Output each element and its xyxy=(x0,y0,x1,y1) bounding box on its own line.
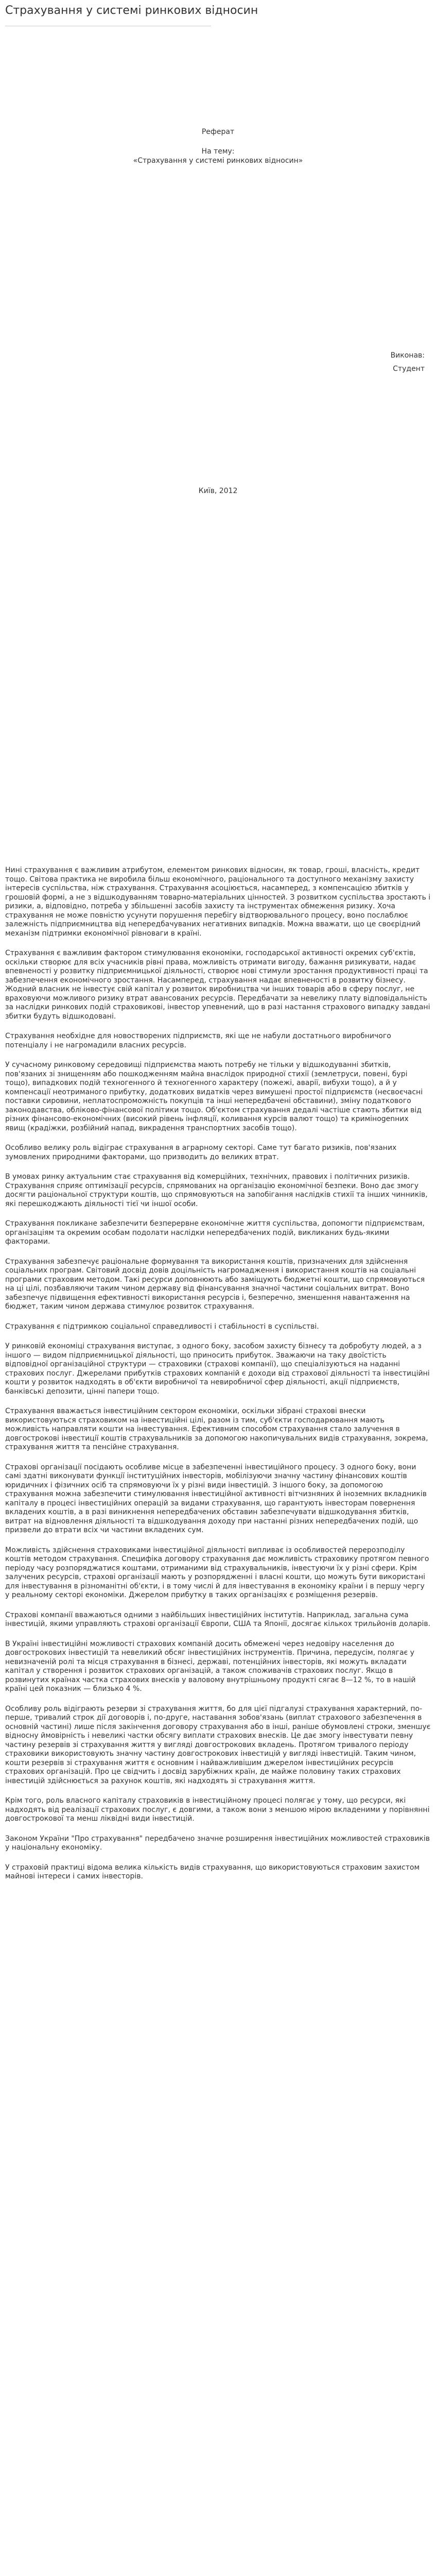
body-paragraph: Можливість здійснення страховиками інвестиційної діяльності випливає із особливостей перерозподілу коштів методом страхування. Специфіка договору страхування дає можливість страховику протягом певного періоду часу розпоряджатися коштами, отриманими від страхувальників, інвестуючи їх у різні сфери. Крім залучених ресурсів, страхові організації мають у розпорядженні і власні кошти, що можуть бути використані для інвестування в різноманітні об'єкти, і в тому числі й для інвестування в економіку країни і в першу чергу у реальному секторі економіки. Джерелом прибутку в таких організаціях є розміщення резервів. xyxy=(5,1546,429,1599)
body-paragraph: Особливу роль відіграють резерви зі страхування життя, бо для цієї підгалузі страхування характерний, по-перше, тривалий строк дії договорів і, по-друге, наставання зобов'язань (виплат страхового забезпечення в основній частині) лише після закінчення договору страхування або в інші, раніше обумовлені строки, зменшує відносну ймовірність і невеликі частки обсягу виплати страхових внесків. Це дає змогу інвестувати певну частину резервів зі страхування життя у вигляді довгострокових вкладень. Протягом тривалого періоду страховики використовують значну частину довгострокових інвестицій у вигляді інвестицій. Таким чином, кошти резервів зі страхування життя є основним і найважливішим джерелом інвестиційних ресурсів страхових організацій. Про це свідчить і досвід зарубіжних країн, де майже половину таких страхових інвестицій здійснюється за рахунок коштів, які надходять зі страхування життя. xyxy=(5,1704,431,1785)
body-paragraph: Страхування необхідне для новостворених підприємств, які ще не набули достатнього виробничого потенціалу і не нагромадили власних ресурсів. xyxy=(5,1032,391,1049)
body-paragraph: Крім того, роль власного капіталу страховиків в інвестиційному процесі полягає у тому, що ресурси, які надходять від реалізації страхових послуг, є довгими, а також вони з меншою мірою вкладеними у порівнянні довгострокової та менш ліквідні види інвестицій. xyxy=(5,1797,430,1823)
body-paragraph: В умовах ринку актуальним стає страхування від комерційних, технічних, правових і політичних ризиків. Страхування сприяє оптимізації ресурсів, спрямованих на організацію економічної безпеки. Воно дає змогу досягти раціональної структури коштів, що спрямовуються на запобігання наслідків стихії та інших чинників, які перешкоджають діяльності тієї чи іншої особи. xyxy=(5,1173,428,1208)
work-type: Реферат xyxy=(201,128,235,136)
city-year: Київ, 2012 xyxy=(198,487,238,495)
body-paragraph: Страхування є важливим фактором стимулювання економіки, господарської активності окремих суб'єктів, оскільки створює для всіх учасників рівні права, можливість отримати вигоду, бажання ризикувати, надає впевненості у розвитку підприємницької діяльності, створює нові стимули зростання продуктивності праці та забезпечення економічного зростання. Насамперед, страхування надає впевненості в розвитку бізнесу. Жодний власник не інвестує свій капітал у розвиток виробництва чи інших товарів або в сферу послуг, не враховуючи можливого ризику втрат авансованих ресурсів. Передбачати за невелику плату відповідальність за наслідки ринкових подій страховикові, інвестор упевнений, що в разі настання страхового випадку завдані збитки будуть відшкодовані. xyxy=(5,949,430,1021)
topic-title: «Страхування у системі ринкових відносин» xyxy=(133,157,303,165)
body-paragraph: В Україні інвестиційні можливості страхових компаній досить обмежені через недовіру населення до довгострокових інвестицій та невеликий обсяг інвестиційних інструментів. Причина, передусім, полягає у невизначеній ролі та місця страхування в бізнесі, державі, потенційних інвесторів, які можуть вкладати капітал у створення і розвиток страхових організацій, а також споживачів страхових послуг. Якщо в розвинутих країнах частка страхових внесків у валовому внутрішньому продукті сягає 8—12 %, то в нашій країні цей показник — близько 4 %. xyxy=(5,1639,416,1693)
body-paragraph: Страхування забезпечує раціональне формування та використання коштів, призначених для здійснення соціальних програм. Світовий досвід довів доцільність нагромадження і використання коштів на соціальні програми страховим методом. Такі ресурси доповнюють або заміщують бюджетні кошти, що спрямовуються на ці цілі, позбавляючи таким чином державу від фінансування значної частини соціальних витрат. Воно забезпечує підвищення ефективності використання ресурсів і, безперечно, зменшення навантаження на бюджет, таким чином держава стимулює розвиток страхування. xyxy=(5,1257,425,1311)
body-paragraph: У страховій практиці відома велика кількість видів страхування, що використовуються страховим захистом майнові інтереси і самих інвесторів. xyxy=(5,1863,420,1880)
student-label: Студент xyxy=(393,365,425,373)
body-paragraph: Особливо велику роль відіграє страхування в аграрному секторі. Саме тут багато ризиків, пов'язаних зумовлених природними факторами, що призводить до великих втрат. xyxy=(5,1144,397,1161)
body-paragraph: У сучасному ринковому середовищі підприємства мають потребу не тільки у відшкодуванні збитків, пов'язаних зі знищенням або пошкодженням майна внаслідок природної стихії (землетруси, повені, бурі тощо), випадкових подій техногенного й техногенного характеру (пожежі, аварії, вибухи тощо), а й у компенсації неотриманого прибутку, додаткових видатків через вимушені простої підприємств (несвоєчасні поставки сировини, неплатоспроможність покупців та інші непередбачені обставини), зміну податкового законодавства, обліково-фінансової політики тощо. Об'єктом страхування дедалі частіше стають збитки від різних фінансово-економічних (високий рівень інфляції, коливання курсів валют тощо) та кримінogenних явищ (крадіжки, розбійний напад, викрадення транспортних засобів тощо). xyxy=(5,1061,423,1132)
topic-label: На тему: xyxy=(201,147,235,156)
document-body xyxy=(5,866,431,1882)
body-paragraph: Нині страхування є важливим атрибутом, елементом ринкових відносин, як товар, гроші, власність, кредит тощо. Світова практика не виробила більш економічного, раціонального та доступного механізму захисту інтересів суспільства, ніж страхування. Страхування асоціюється, насамперед, з компенсацією збитків у грошовій формі, а не з відшкодуванням товарно-матеріальних цінностей. З розвитком суспільства зростають і ризики, а, відповідно, потреба у збільшенні засобів захисту та інструментах обмеження ризику. Хоча страхування не може повністю усунути порушення перебігу відтворювального процесу, воно послаблює залежність підприємництва від непередбачуваних негативних випадків. Можна вважати, що це своєрідний механізм підтримки економічної рівноваги в країні. xyxy=(5,866,431,938)
body-paragraph: Страхові організації посідають особливе місце в забезпеченні інвестиційного процесу. З одного боку, вони самі здатні виконувати функції інституційних інвесторів, мобілізуючи значну частину фінансових коштів юридичних і фізичних осіб та спрямовуючи їх у різні види інвестицій. З іншого боку, за допомогою страхування можна забезпечити стимулювання інвестиційної активності вітчизняних й іноземних вкладників капіталу в процесі інвестиційних операцій за видами страхування, що гарантують інвесторам повернення вкладених коштів, а в разі виникнення непередбачених обставин забезпечувати відшкодування збитків, витрат на відновлення діяльності та відшкодування доходу при настанні різних непередбачених подій, що призвели до втрати всіх чи частини вкладених сум. xyxy=(5,1463,427,1534)
body-paragraph: У ринковій економіці страхування виступає, з одного боку, засобом захисту бізнесу та добробуту людей, а з іншого — видом підприємницької діяльності, що приносить прибуток. Зважаючи на таку двоїстість відповідної організаційної структури — страховики (страхові компанії), що спеціалізуються на наданні страхових послуг. Джерелами прибутків страхових компаній є доходи від страхової діяльності та інвестиційні кошти у розвиток надходять в об'єкти виробничої та невиробничої сфер діяльності, акції підприємств, банківські депозити, цінні папери тощо. xyxy=(5,1342,430,1396)
body-paragraph: Страхування покликане забезпечити безперервне економічне життя суспільства, допомогти підприємствам, організаціям та окремим особам подолати наслідки непередбачених подій, викликаних будь-якими факторами. xyxy=(5,1219,425,1246)
document-title: Страхування у системі ринкових відносин xyxy=(5,4,258,17)
body-paragraph: Законом України "Про страхування" передбачено значне розширення інвестиційних можливостей страховиків у національну економіку. xyxy=(5,1834,430,1852)
body-paragraph: Страхування вважається інвестиційним сектором економіки, оскільки зібрані страхові внески використовуються страховиком на інвестиційні цілі, разом із тим, суб'єкти господарювання мають можливість направляти кошти на інвестування. Ефективним способом страхування стало залучення в довгострокові інвестиції коштів страхувальників за допомогою накопичувальних видів страхування, зокрема, страхування життя та пенсійне страхування. xyxy=(5,1407,428,1451)
cover-page xyxy=(5,26,431,866)
body-paragraph: Страхові компанії вважаються одними з найбільших інвестиційних інститутів. Наприклад, загальна сума інвестицій, якими управляють страхові організації Європи, США та Японії, досягає кількох трильйонів доларів. xyxy=(5,1611,431,1628)
performed-by-label: Виконав: xyxy=(390,351,425,360)
body-paragraph: Страхування є підтримкою соціальної справедливості і стабільності в суспільстві. xyxy=(5,1322,319,1331)
